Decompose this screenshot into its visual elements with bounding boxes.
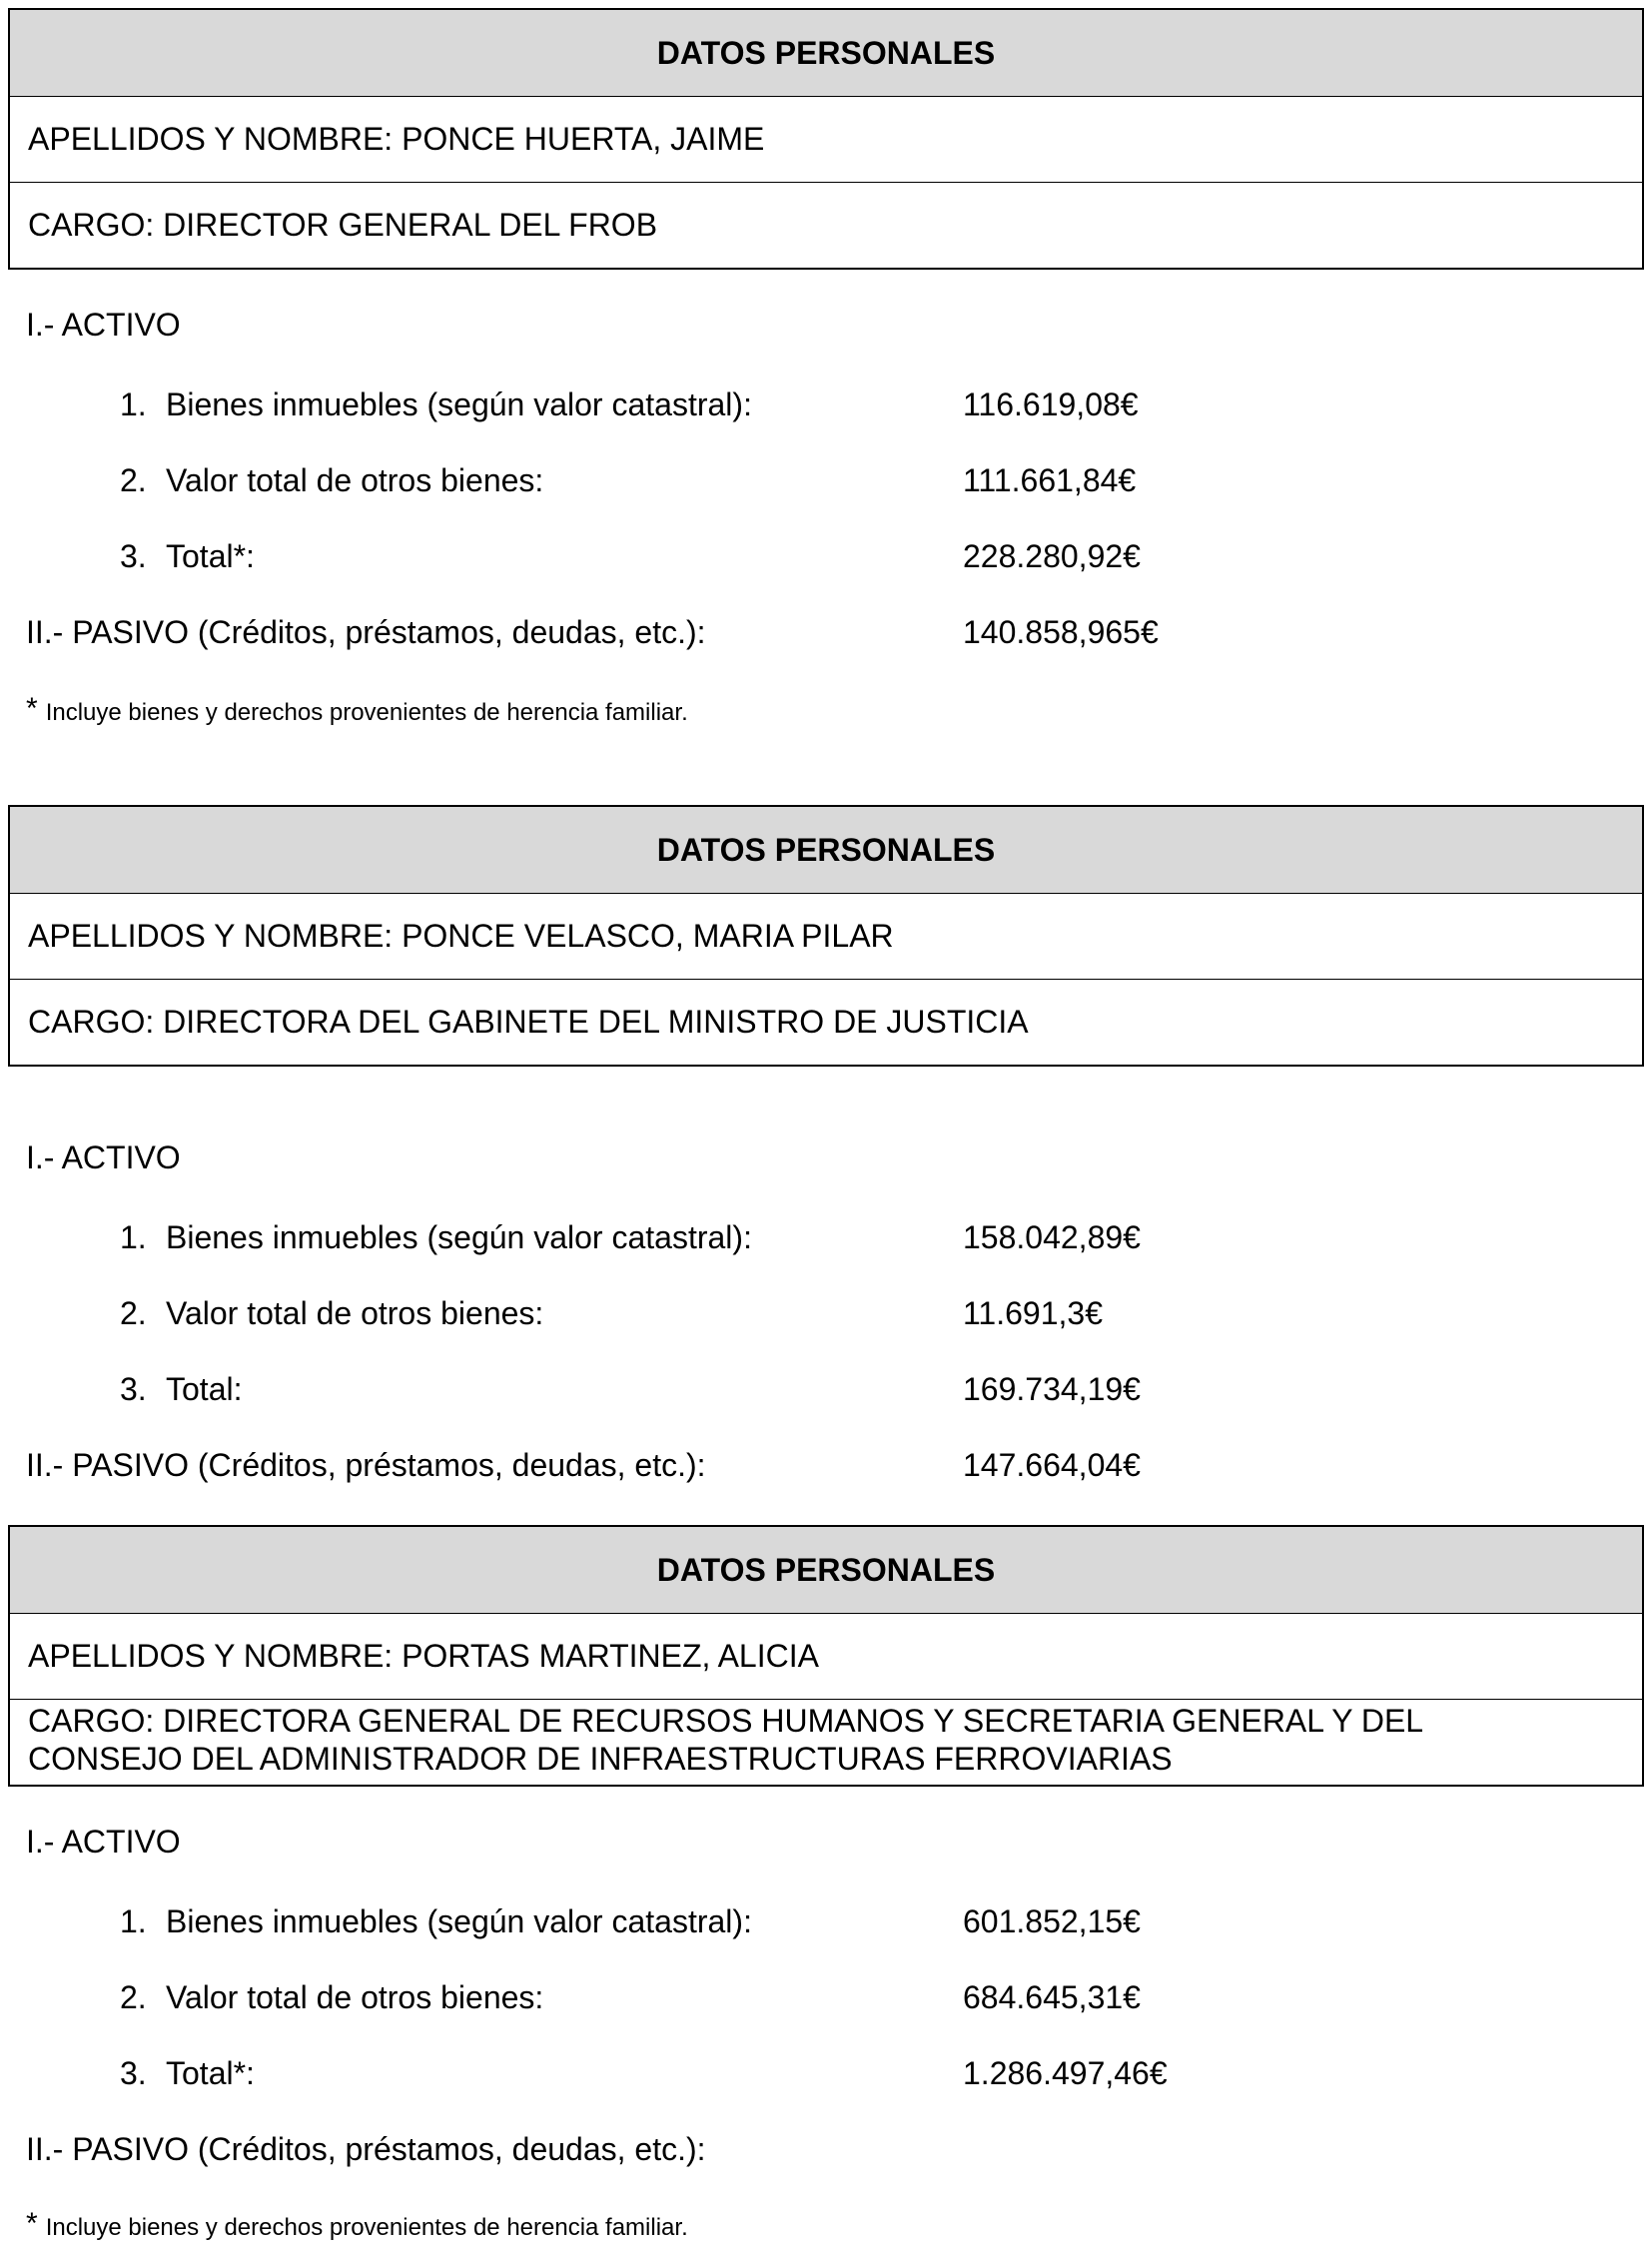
pasivo-label: II.- PASIVO (Créditos, préstamos, deudas, etc.): xyxy=(26,614,706,650)
footnote xyxy=(26,2209,688,2243)
table-header-text: DATOS PERSONALES xyxy=(656,1551,996,1588)
cargo-text: CARGO: DIRECTOR GENERAL DEL FROB xyxy=(28,207,658,243)
activo-label: I.- ACTIVO xyxy=(26,1824,181,1860)
item-value: 158.042,89€ xyxy=(963,1219,1141,1255)
item-value: 684.645,31€ xyxy=(963,1979,1141,2015)
item-number: 3. xyxy=(120,538,147,574)
pasivo-label: II.- PASIVO (Créditos, préstamos, deudas, etc.): xyxy=(26,2131,706,2167)
item-label: Bienes inmuebles (según valor catastral): xyxy=(166,1903,752,1939)
table-header xyxy=(10,1527,1642,1613)
item-label: Bienes inmuebles (según valor catastral): xyxy=(166,386,752,422)
table-header xyxy=(10,10,1642,96)
personal-data-table-1 xyxy=(8,8,1644,270)
item-number: 1. xyxy=(120,1903,147,1939)
item-value: 169.734,19€ xyxy=(963,1371,1141,1407)
name-text: APELLIDOS Y NOMBRE: PORTAS MARTINEZ, ALICIA xyxy=(28,1638,819,1674)
pasivo-label: II.- PASIVO (Créditos, préstamos, deudas, etc.): xyxy=(26,1447,706,1483)
item-value: 601.852,15€ xyxy=(963,1903,1141,1939)
footnote xyxy=(26,694,688,728)
cargo-text-line-1: CARGO: DIRECTORA GENERAL DE RECURSOS HUMANOS Y SECRETARIA GENERAL Y DEL xyxy=(28,1703,1424,1739)
footnote-mark: * xyxy=(26,2207,38,2240)
item-number: 2. xyxy=(120,1979,147,2015)
name-row xyxy=(10,96,1642,182)
cargo-row xyxy=(10,1699,1642,1785)
item-label: Total: xyxy=(166,1371,243,1407)
item-value: 116.619,08€ xyxy=(963,386,1139,422)
table-header-text: DATOS PERSONALES xyxy=(656,34,996,71)
item-value: 228.280,92€ xyxy=(963,538,1141,574)
item-value: 1.286.497,46€ xyxy=(963,2055,1168,2091)
item-label: Total*: xyxy=(166,2055,255,2091)
cargo-text-line-2: CONSEJO DEL ADMINISTRADOR DE INFRAESTRUCTURAS FERROVIARIAS xyxy=(28,1741,1173,1777)
item-value: 11.691,3€ xyxy=(963,1295,1103,1331)
item-label: Valor total de otros bienes: xyxy=(166,1979,544,2015)
footnote-text: Incluye bienes y derechos provenientes de herencia familiar. xyxy=(45,699,688,726)
item-number: 2. xyxy=(120,1295,147,1331)
item-label: Valor total de otros bienes: xyxy=(166,1295,544,1331)
item-number: 3. xyxy=(120,2055,147,2091)
pasivo-value: 140.858,965€ xyxy=(963,614,1159,650)
personal-data-table-3 xyxy=(8,1525,1644,1787)
name-text: APELLIDOS Y NOMBRE: PONCE HUERTA, JAIME xyxy=(28,121,765,157)
cargo-text: CARGO: DIRECTORA DEL GABINETE DEL MINISTRO DE JUSTICIA xyxy=(28,1004,1029,1040)
item-number: 1. xyxy=(120,1219,147,1255)
table-header xyxy=(10,807,1642,893)
name-row xyxy=(10,1613,1642,1699)
pasivo-value: 147.664,04€ xyxy=(963,1447,1141,1483)
cargo-row xyxy=(10,182,1642,268)
activo-label: I.- ACTIVO xyxy=(26,1139,181,1175)
name-row xyxy=(10,893,1642,979)
item-number: 1. xyxy=(120,386,147,422)
item-label: Total*: xyxy=(166,538,255,574)
activo-label: I.- ACTIVO xyxy=(26,307,181,343)
footnote-text: Incluye bienes y derechos provenientes de herencia familiar. xyxy=(45,2214,688,2241)
item-number: 2. xyxy=(120,462,147,498)
name-text: APELLIDOS Y NOMBRE: PONCE VELASCO, MARIA PILAR xyxy=(28,918,894,954)
personal-data-table-2 xyxy=(8,805,1644,1067)
cargo-row xyxy=(10,979,1642,1065)
item-number: 3. xyxy=(120,1371,147,1407)
item-label: Bienes inmuebles (según valor catastral): xyxy=(166,1219,752,1255)
item-label: Valor total de otros bienes: xyxy=(166,462,544,498)
footnote-mark: * xyxy=(26,692,38,725)
table-header-text: DATOS PERSONALES xyxy=(656,831,996,868)
item-value: 111.661,84€ xyxy=(963,462,1137,498)
